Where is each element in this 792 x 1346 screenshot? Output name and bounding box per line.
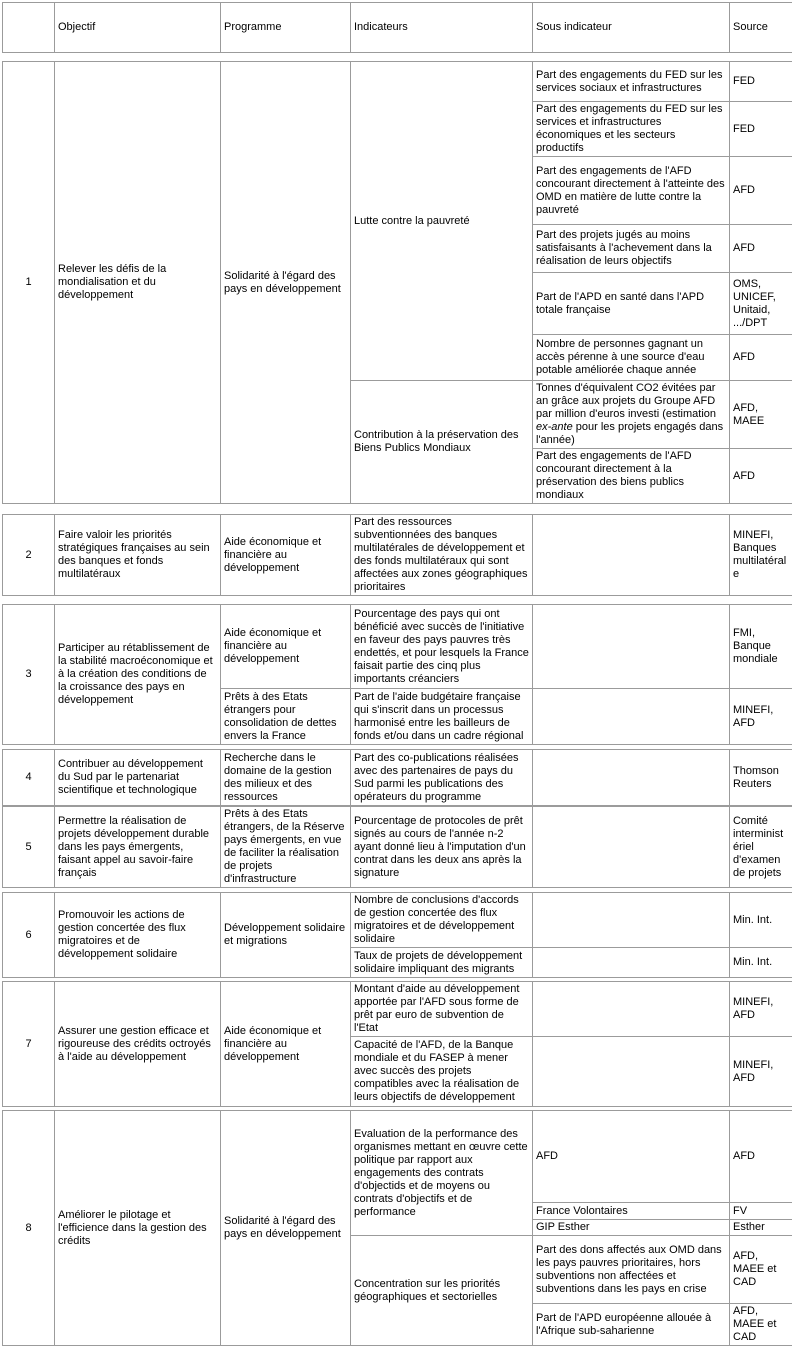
header-indicateurs-cell: Indicateurs bbox=[351, 3, 533, 53]
source-cell: AFD, MAEE bbox=[730, 381, 792, 449]
header-row bbox=[3, 3, 792, 53]
indicateur-cell: Part de l'aide budgétaire française qui s'inscrit dans un processus harmonisé entre les bailleurs de fonds et/ou dans un cadre régional bbox=[351, 689, 533, 745]
programme-cell: Solidarité à l'égard des pays en développement bbox=[221, 1111, 351, 1346]
source-cell: Min. Int. bbox=[730, 948, 792, 978]
table-row bbox=[3, 1111, 792, 1203]
source-cell: AFD bbox=[730, 335, 792, 381]
source-cell: OMS, UNICEF, Unitaid, .../DPT bbox=[730, 273, 792, 335]
objectif-cell: Participer au rétablissement de la stabilité macroéconomique et à la création des conditions de la croissance des pays en développement bbox=[55, 605, 221, 745]
source-cell: FED bbox=[730, 62, 792, 102]
table-row bbox=[3, 750, 792, 806]
text-run: Tonnes d'équivalent CO2 évitées par an grâce aux projets du Groupe AFD par million d'euros investi (estimation bbox=[536, 382, 716, 420]
row-number-cell: 2 bbox=[3, 515, 55, 596]
sous-indicateur-cell: Part des engagements de l'AFD concourant directement à l'atteinte des OMD en matière de lutte contre la pauvreté bbox=[533, 157, 730, 225]
table-row bbox=[3, 893, 792, 948]
header-programme-cell: Programme bbox=[221, 3, 351, 53]
programme-cell: Développement solidaire et migrations bbox=[221, 893, 351, 978]
sous-indicateur-cell: GIP Esther bbox=[533, 1220, 730, 1236]
objectif-cell: Promouvoir les actions de gestion concertée des flux migratoires et de développement solidaire bbox=[55, 893, 221, 978]
sous-indicateur-cell bbox=[533, 515, 730, 596]
sous-indicateur-cell: Part des engagements du FED sur les services sociaux et infrastructures bbox=[533, 62, 730, 102]
sous-indicateur-cell bbox=[533, 982, 730, 1037]
source-cell: Thomson Reuters bbox=[730, 750, 792, 806]
objectif-cell: Permettre la réalisation de projets développement durable dans les pays émergents, faisant appel au savoir-faire français bbox=[55, 807, 221, 888]
programme-cell: Prêts à des Etats étrangers pour consolidation de dettes envers la France bbox=[221, 689, 351, 745]
sous-indicateur-cell: AFD bbox=[533, 1111, 730, 1203]
source-cell: FV bbox=[730, 1203, 792, 1220]
table-row bbox=[3, 62, 792, 102]
indicateur-cell: Nombre de conclusions d'accords de gestion concertée des flux migratoires et de développement solidaire bbox=[351, 893, 533, 948]
sous-indicateur-cell: Part des engagements du FED sur les services et infrastructures économiques et les secteurs productifs bbox=[533, 102, 730, 157]
objectif-row-block-3 bbox=[2, 604, 792, 745]
programme-cell: Solidarité à l'égard des pays en développement bbox=[221, 62, 351, 504]
source-cell: MINEFI, AFD bbox=[730, 982, 792, 1037]
indicateur-cell: Montant d'aide au développement apportée par l'AFD sous forme de prêt par euro de subvention de l'Etat bbox=[351, 982, 533, 1037]
programme-cell: Aide économique et financière au développement bbox=[221, 982, 351, 1107]
sous-indicateur-cell bbox=[533, 807, 730, 888]
italic-run: ex-ante bbox=[536, 421, 573, 433]
sous-indicateur-cell bbox=[533, 893, 730, 948]
source-cell: MINEFI, Banques multilatérale bbox=[730, 515, 792, 596]
source-cell: AFD bbox=[730, 157, 792, 225]
table-row bbox=[3, 605, 792, 689]
indicateur-cell: Taux de projets de développement solidaire impliquant des migrants bbox=[351, 948, 533, 978]
row-number-cell: 7 bbox=[3, 982, 55, 1107]
row-number-cell: 6 bbox=[3, 893, 55, 978]
sous-indicateur-cell: Part des dons affectés aux OMD dans les pays pauvres prioritaires, hors subventions non affectées et subventions dans les pays en crise bbox=[533, 1236, 730, 1304]
objectif-row-block-5 bbox=[2, 806, 792, 888]
row-number-cell: 8 bbox=[3, 1111, 55, 1346]
table-row bbox=[3, 515, 792, 596]
sous-indicateur-cell bbox=[533, 750, 730, 806]
table-header bbox=[2, 2, 792, 53]
row-number-cell: 4 bbox=[3, 750, 55, 806]
objectif-row-block-6 bbox=[2, 892, 792, 978]
source-cell: MINEFI, AFD bbox=[730, 689, 792, 745]
source-cell: AFD bbox=[730, 1111, 792, 1203]
table-row bbox=[3, 982, 792, 1037]
source-cell: AFD, MAEE et CAD bbox=[730, 1304, 792, 1346]
header-empty-cell bbox=[3, 3, 55, 53]
source-cell: AFD bbox=[730, 225, 792, 273]
source-cell: Comité interministériel d'examen de projets bbox=[730, 807, 792, 888]
source-cell: FED bbox=[730, 102, 792, 157]
sous-indicateur-cell bbox=[533, 1037, 730, 1107]
sous-indicateur-cell: Part de l'APD en santé dans l'APD totale française bbox=[533, 273, 730, 335]
indicateur-cell: Evaluation de la performance des organismes mettant en œuvre cette politique par rapport aux engagements des contrats d'objectids et de moyens ou contrats d'objectifs et de performance bbox=[351, 1111, 533, 1236]
sous-indicateur-cell bbox=[533, 689, 730, 745]
source-cell: FMI, Banque mondiale bbox=[730, 605, 792, 689]
sous-indicateur-cell: Part des engagements de l'AFD concourant directement à la préservation des biens publics mondiaux bbox=[533, 449, 730, 504]
indicateur-cell: Part des ressources subventionnées des banques multilatérales de développement et des fonds multilatéraux qui sont affectées aux zones géographiques prioritaires bbox=[351, 515, 533, 596]
programme-cell: Aide économique et financière au développement bbox=[221, 605, 351, 689]
indicateur-cell: Lutte contre la pauvreté bbox=[351, 62, 533, 381]
source-cell: Min. Int. bbox=[730, 893, 792, 948]
sous-indicateur-cell: Part de l'APD européenne allouée à l'Afrique sub-saharienne bbox=[533, 1304, 730, 1346]
objectif-row-block-7 bbox=[2, 981, 792, 1107]
objectif-row-block-2 bbox=[2, 514, 792, 596]
source-cell: AFD bbox=[730, 449, 792, 504]
programme-cell: Aide économique et financière au développement bbox=[221, 515, 351, 596]
header-objectif-cell: Objectif bbox=[55, 3, 221, 53]
sous-indicateur-cell bbox=[533, 381, 730, 449]
objectif-cell: Faire valoir les priorités stratégiques françaises au sein des banques et fonds multilatéraux bbox=[55, 515, 221, 596]
sous-indicateur-cell bbox=[533, 948, 730, 978]
indicateur-cell: Pourcentage de protocoles de prêt signés au cours de l'année n-2 ayant donné lieu à l'imputation d'un contrat dans les deux ans après la signature bbox=[351, 807, 533, 888]
objectif-cell: Assurer une gestion efficace et rigoureuse des crédits octroyés à l'aide au développement bbox=[55, 982, 221, 1107]
source-cell: AFD, MAEE et CAD bbox=[730, 1236, 792, 1304]
sous-indicateur-cell: Nombre de personnes gagnant un accès pérenne à une source d'eau potable améliorée chaque année bbox=[533, 335, 730, 381]
sous-indicateur-cell: Part des projets jugés au moins satisfaisants à l'achevement dans la réalisation de leurs objectifs bbox=[533, 225, 730, 273]
sous-indicateur-cell: France Volontaires bbox=[533, 1203, 730, 1220]
row-number-cell: 5 bbox=[3, 807, 55, 888]
objectif-row-block-1 bbox=[2, 61, 792, 504]
objectif-cell: Relever les défis de la mondialisation et du développement bbox=[55, 62, 221, 504]
objectif-cell: Améliorer le pilotage et l'efficience dans la gestion des crédits bbox=[55, 1111, 221, 1346]
header-sous-indicateur-cell: Sous indicateur bbox=[533, 3, 730, 53]
row-number-cell: 3 bbox=[3, 605, 55, 745]
source-cell: Esther bbox=[730, 1220, 792, 1236]
programme-cell: Prêts à des Etats étrangers, de la Réserve pays émergents, en vue de faciliter la réalisation de projets d'infrastructure bbox=[221, 807, 351, 888]
objectif-row-block-8 bbox=[2, 1110, 792, 1346]
programme-cell: Recherche dans le domaine de la gestion des milieux et des ressources bbox=[221, 750, 351, 806]
indicateur-cell: Pourcentage des pays qui ont bénéficié avec succès de l'initiative en faveur des pays pauvres très endettés, et pour lesquels la France faisait partie des cinq plus importants créanciers bbox=[351, 605, 533, 689]
sous-indicateur-cell bbox=[533, 605, 730, 689]
indicateur-cell: Concentration sur les priorités géographiques et sectorielles bbox=[351, 1236, 533, 1346]
text-run: pour les projets engagés dans l'année) bbox=[536, 421, 723, 446]
indicateur-cell: Part des co-publications réalisées avec des partenaires de pays du Sud parmi les publications des opérateurs du programme bbox=[351, 750, 533, 806]
row-number-cell: 1 bbox=[3, 62, 55, 504]
source-cell: MINEFI, AFD bbox=[730, 1037, 792, 1107]
indicateur-cell: Contribution à la préservation des Biens Publics Mondiaux bbox=[351, 381, 533, 504]
header-source-cell: Source bbox=[730, 3, 792, 53]
table-body bbox=[2, 61, 792, 1346]
table-row bbox=[3, 807, 792, 888]
indicateur-cell: Capacité de l'AFD, de la Banque mondiale et du FASEP à mener avec succès des projets compatibles avec la réalisation de leurs objectifs de développement bbox=[351, 1037, 533, 1107]
objectif-cell: Contribuer au développement du Sud par le partenariat scientifique et technologique bbox=[55, 750, 221, 806]
objectif-row-block-4 bbox=[2, 749, 792, 806]
